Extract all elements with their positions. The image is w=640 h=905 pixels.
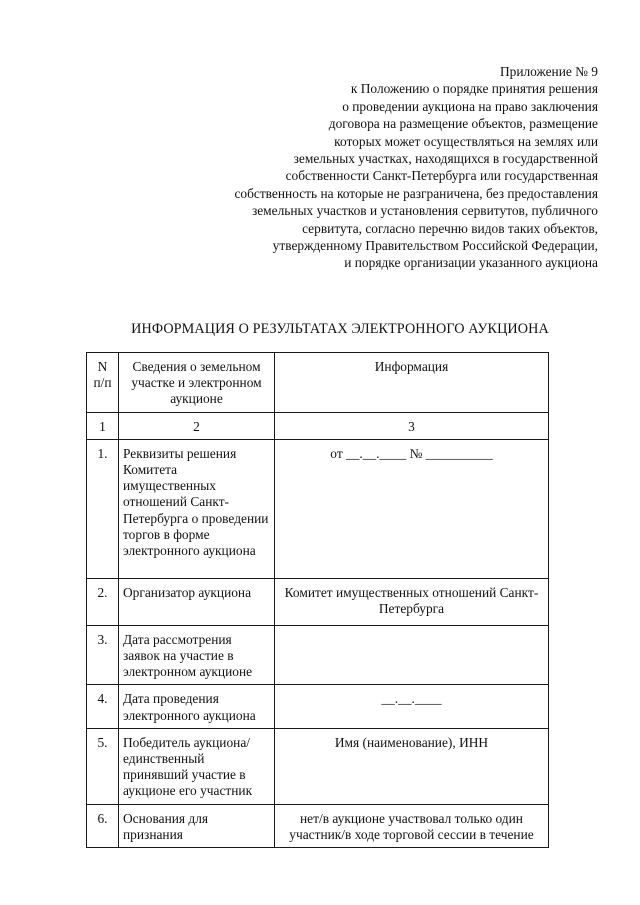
appendix-line: которых может осуществляться на землях или (334, 133, 598, 149)
table-row (87, 578, 549, 625)
row-num: 2. (87, 578, 119, 625)
column-number: 2 (119, 412, 275, 439)
table-row (87, 804, 549, 847)
column-numbers-row (87, 412, 549, 439)
appendix-line: к Положению о порядке принятия решения (350, 81, 598, 97)
row-num: 5. (87, 728, 119, 804)
table-row (87, 439, 549, 578)
appendix-line: собственности Санкт-Петербурга или государственная (285, 168, 598, 184)
appendix-line: земельных участках, находящихся в государственной (293, 151, 598, 167)
appendix-line: договора на размещение объектов, размещение (328, 116, 598, 132)
appendix-line: утвержденному Правительством Российской Федерации, (272, 238, 598, 254)
table-row (87, 728, 549, 804)
row-info: __.__.____ (275, 685, 549, 728)
row-info: Комитет имущественных отношений Санкт-Петербурга (275, 578, 549, 625)
row-label: Организатор аукциона (119, 578, 275, 625)
row-label: Основания для признания (119, 804, 275, 847)
row-info: Имя (наименование), ИНН (275, 728, 549, 804)
column-number: 1 (87, 412, 119, 439)
row-label: Дата рассмотрения заявок на участие в электронном аукционе (119, 625, 275, 685)
row-info (275, 625, 549, 685)
row-num: 4. (87, 685, 119, 728)
row-info: нет/в аукционе участвовал только один участник/в ходе торговой сессии в течение (275, 804, 549, 847)
document-title: ИНФОРМАЦИЯ О РЕЗУЛЬТАТАХ ЭЛЕКТРОННОГО АУКЦИОНА (131, 321, 549, 337)
row-label: Дата проведения электронного аукциона (119, 685, 275, 728)
header-info-about: Сведения о земельном участке и электронном аукционе (119, 353, 275, 413)
appendix-line: земельных участков и установления сервитутов, публичного (251, 203, 598, 219)
header-num: N п/п (87, 353, 119, 413)
row-label: Победитель аукциона/единственный принявший участие в аукционе его участник (119, 728, 275, 804)
results-table (86, 352, 549, 848)
appendix-line: о проведении аукциона на право заключения (342, 98, 598, 114)
row-num: 6. (87, 804, 119, 847)
appendix-line: и порядке организации указанного аукциона (344, 255, 598, 271)
table-header-row (87, 353, 549, 413)
table-row (87, 625, 549, 685)
appendix-number: Приложение № 9 (499, 64, 598, 79)
row-label: Реквизиты решения Комитета имущественных отношений Санкт-Петербурга о проведении торгов в форме электронного аукциона (119, 439, 275, 578)
header-information: Информация (275, 353, 549, 413)
row-info: от __.__.____ № __________ (275, 439, 549, 578)
column-number: 3 (275, 412, 549, 439)
row-num: 1. (87, 439, 119, 578)
appendix-line: сервитута, согласно перечню видов таких объектов, (302, 220, 598, 236)
row-num: 3. (87, 625, 119, 685)
appendix-block (234, 63, 598, 272)
appendix-line: собственность на которые не разграничена, без предоставления (234, 185, 598, 201)
table-row (87, 685, 549, 728)
